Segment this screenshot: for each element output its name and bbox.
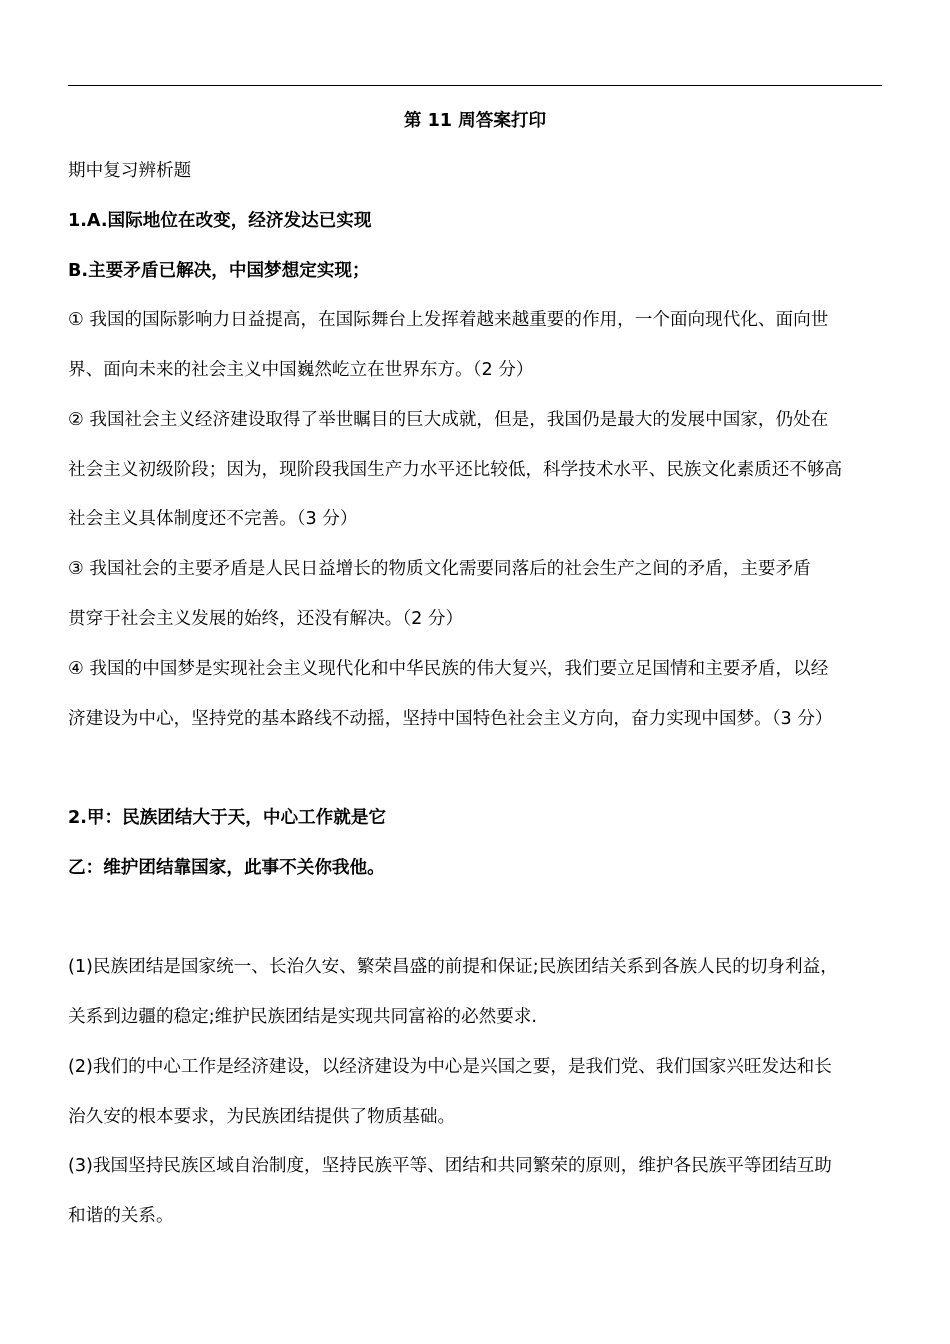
q1-p1-line1: ① 我国的国际影响力日益提高，在国际舞台上发挥着越来越重要的作用，一个面向现代化、面向世: [68, 310, 829, 330]
q1-p3-line2: 贯穿于社会主义发展的始终，还没有解决。（2 分）: [68, 609, 464, 629]
q1-p4-line1: ④ 我国的中国梦是实现社会主义现代化和中华民族的伟大复兴，我们要立足国情和主要矛盾，以经: [68, 659, 829, 679]
q1-p4-line2: 济建设为中心，坚持党的基本路线不动摇，坚持中国特色社会主义方向，奋力实现中国梦。（3 分）: [68, 709, 833, 729]
q2-p2-line2: 治久安的根本要求，为民族团结提供了物质基础。: [68, 1107, 456, 1127]
q1-heading-a: 1.A.国际地位在改变，经济发达已实现: [68, 211, 372, 231]
q2-p3-line1: (3)我国坚持民族区域自治制度，坚持民族平等、团结和共同繁荣的原则，维护各民族平等团结互助: [68, 1156, 832, 1176]
q2-heading-b: 乙：维护团结靠国家，此事不关你我他。: [68, 858, 385, 878]
q2-p2-line1: (2)我们的中心工作是经济建设，以经济建设为中心是兴国之要，是我们党、我们国家兴旺发达和长: [68, 1057, 832, 1077]
q1-p2-line2: 社会主义初级阶段；因为，现阶段我国生产力水平还比较低，科学技术水平、民族文化素质还不够高: [68, 460, 843, 480]
page-title: 第 11 周答案打印: [403, 111, 547, 131]
section-label: 期中复习辨析题: [68, 161, 192, 181]
q1-p2-line1: ② 我国社会主义经济建设取得了举世瞩目的巨大成就，但是，我国仍是最大的发展中国家，仍处在: [68, 410, 829, 430]
q2-p1-line2: 关系到边疆的稳定;维护民族团结是实现共同富裕的必然要求.: [68, 1007, 537, 1027]
q1-p2-line3: 社会主义具体制度还不完善。（3 分）: [68, 509, 358, 529]
q2-p1-line1: (1)民族团结是国家统一、长治久安、繁荣昌盛的前提和保证;民族团结关系到各族人民的切身利益，: [68, 957, 838, 977]
q1-heading-b: B.主要矛盾已解决，中国梦想定实现；: [68, 261, 370, 281]
q2-heading-a: 2.甲：民族团结大于天，中心工作就是它: [68, 808, 387, 828]
q2-p3-line2: 和谐的关系。: [68, 1206, 174, 1226]
q1-p1-line2: 界、面向未来的社会主义中国巍然屹立在世界东方。（2 分）: [68, 360, 534, 380]
header-rule: [68, 85, 882, 86]
q1-p3-line1: ③ 我国社会的主要矛盾是人民日益增长的物质文化需要同落后的社会生产之间的矛盾，主要矛盾: [68, 559, 811, 579]
